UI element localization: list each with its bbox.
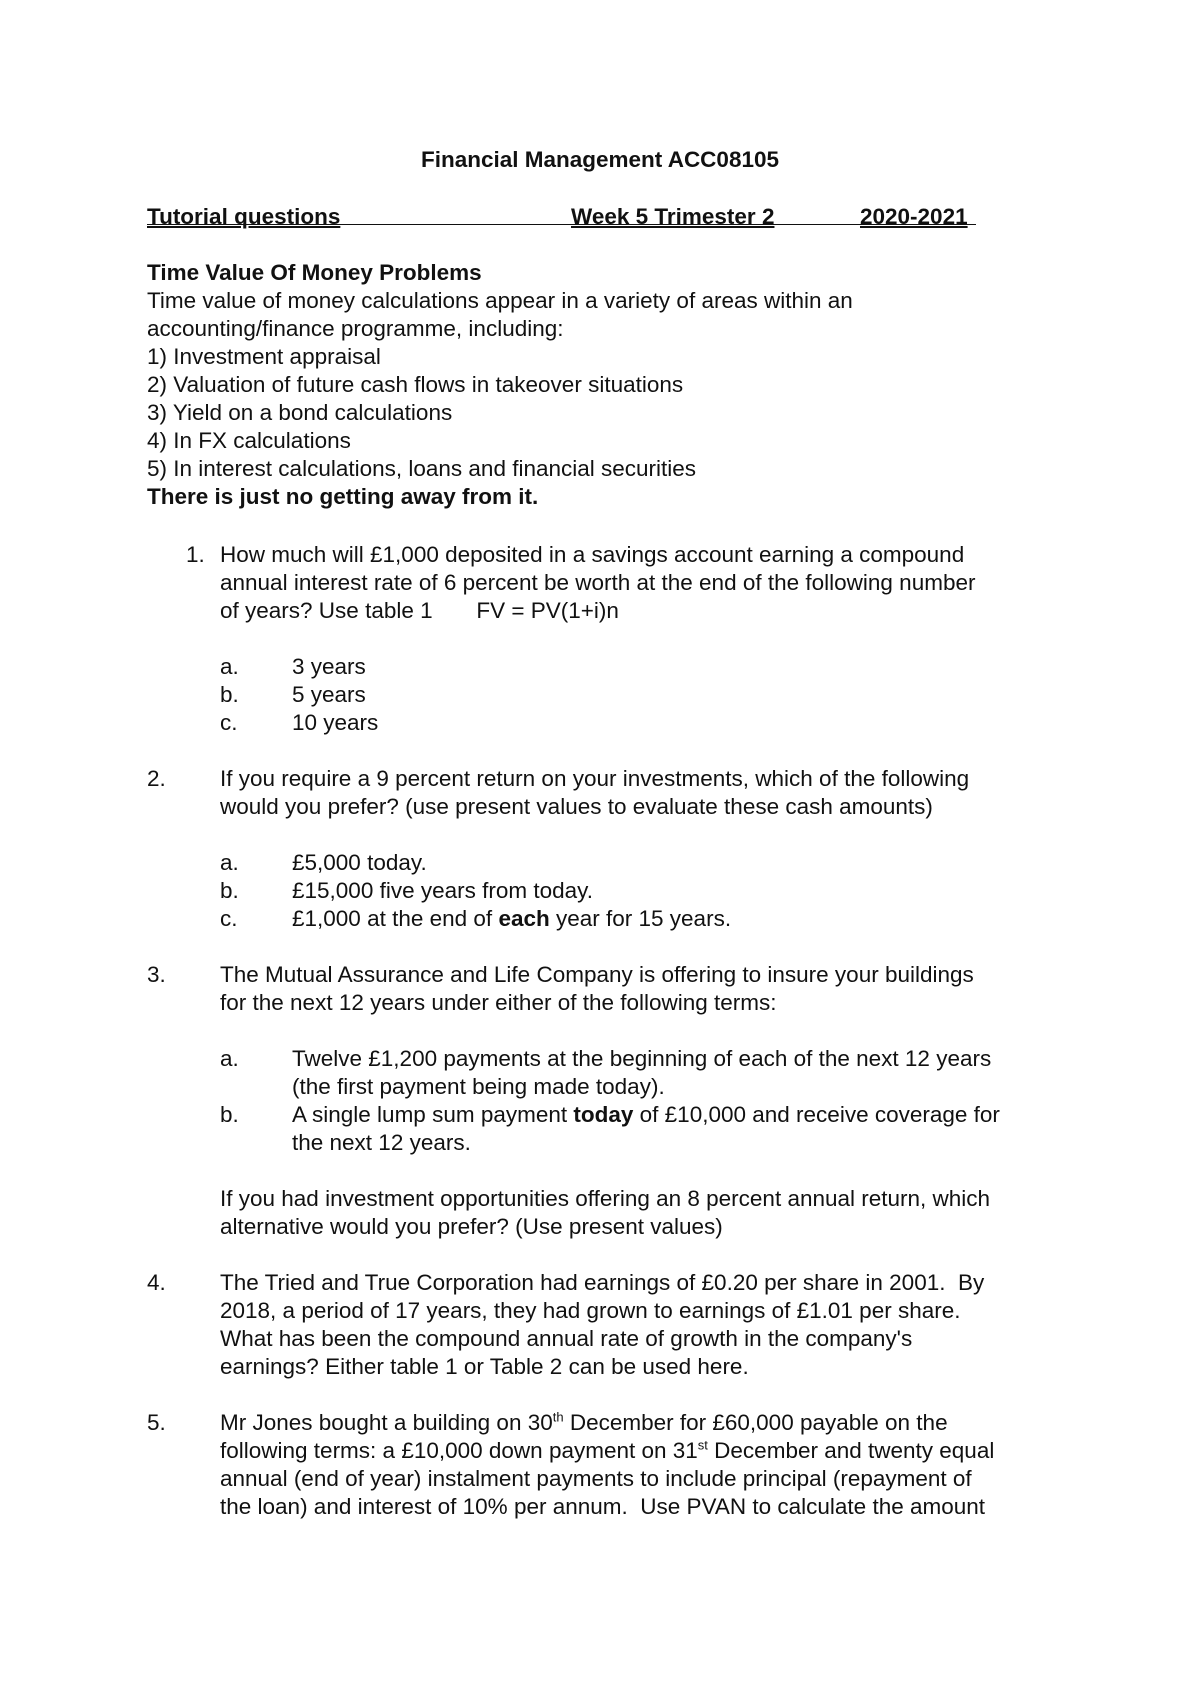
question-text-line: If you had investment opportunities offering an 8 percent annual return, which [220,1186,991,1211]
question-number: 5. [147,1410,166,1435]
option-text: Twelve £1,200 payments at the beginning of each of the next 12 years [292,1046,992,1071]
tutorial-label: Tutorial questions [147,204,341,229]
question-text-line: earnings? Either table 1 or Table 2 can be used here. [220,1354,749,1379]
intro-list-item: 4) In FX calculations [147,428,351,453]
question-text-line: of years? Use table 1 FV = PV(1+i)n [220,598,619,623]
option-text: the next 12 years. [292,1130,471,1155]
question-text-line [220,1437,994,1465]
ordinal-suffix: st [697,1437,708,1453]
question-text-line: would you prefer? (use present values to evaluate these cash amounts) [220,794,933,819]
question-text-line: How much will £1,000 deposited in a savings account earning a compound [220,542,965,567]
question-text-line: for the next 12 years under either of the following terms: [220,990,777,1015]
intro-emphasis: There is just no getting away from it. [147,484,539,509]
question-text-line: The Mutual Assurance and Life Company is offering to insure your buildings [220,962,974,987]
option-text-part: A single lump sum payment [292,1102,574,1127]
option-letter: a. [220,654,239,679]
option-letter: c. [220,710,238,735]
question-text-line: alternative would you prefer? (Use present values) [220,1214,723,1239]
question-text-line: annual interest rate of 6 percent be worth at the end of the following number [220,570,976,595]
question-text-line [220,1409,948,1437]
option-text: £5,000 today. [292,850,427,875]
intro-list-item: 2) Valuation of future cash flows in takeover situations [147,372,684,397]
question-number: 1. [186,542,205,567]
option-text-emphasis: each [498,906,550,931]
option-text-emphasis: today [573,1102,634,1127]
option-text [292,1101,1000,1129]
option-letter: b. [220,682,239,707]
question-number: 3. [147,962,166,987]
option-text-part: of £10,000 and receive coverage for [633,1102,1000,1127]
option-text: 10 years [292,710,379,735]
intro-paragraph-line: Time value of money calculations appear in a variety of areas within an [147,288,853,313]
option-letter: b. [220,878,239,903]
header-underline [147,224,976,225]
question-number: 2. [147,766,166,791]
question-text-line: If you require a 9 percent return on your investments, which of the following [220,766,970,791]
intro-list-item: 3) Yield on a bond calculations [147,400,453,425]
option-text: 3 years [292,654,366,679]
question-text-part: following terms: a £10,000 down payment on 31 [220,1438,698,1463]
week-label: Week 5 Trimester 2 [571,204,775,229]
option-text-part: year for 15 years. [549,906,732,931]
option-text [292,905,731,933]
option-letter: a. [220,1046,239,1071]
question-text-line: What has been the compound annual rate of growth in the company's [220,1326,913,1351]
intro-list-item: 1) Investment appraisal [147,344,381,369]
question-text-line: annual (end of year) instalment payments to include principal (repayment of [220,1466,972,1491]
question-number: 4. [147,1270,166,1295]
option-text-part: £1,000 at the end of [292,906,499,931]
intro-paragraph-line: accounting/finance programme, including: [147,316,564,341]
section-heading: Time Value Of Money Problems [147,260,482,285]
page-title: Financial Management ACC08105 [420,147,780,172]
option-letter: b. [220,1102,239,1127]
year-label: 2020-2021 [860,204,968,229]
option-text: 5 years [292,682,366,707]
option-text: £15,000 five years from today. [292,878,593,903]
question-text-part: Mr Jones bought a building on 30 [220,1410,553,1435]
option-letter: a. [220,850,239,875]
ordinal-suffix: th [552,1409,564,1425]
question-text-line: the loan) and interest of 10% per annum. Use PVAN to calculate the amount [220,1494,986,1519]
question-text-part: December and twenty equal [707,1438,995,1463]
question-text-line: The Tried and True Corporation had earnings of £0.20 per share in 2001. By [220,1270,985,1295]
question-text-line: 2018, a period of 17 years, they had grown to earnings of £1.01 per share. [220,1298,961,1323]
option-text: (the first payment being made today). [292,1074,665,1099]
intro-list-item: 5) In interest calculations, loans and financial securities [147,456,697,481]
option-letter: c. [220,906,238,931]
question-text-part: December for £60,000 payable on the [563,1410,948,1435]
